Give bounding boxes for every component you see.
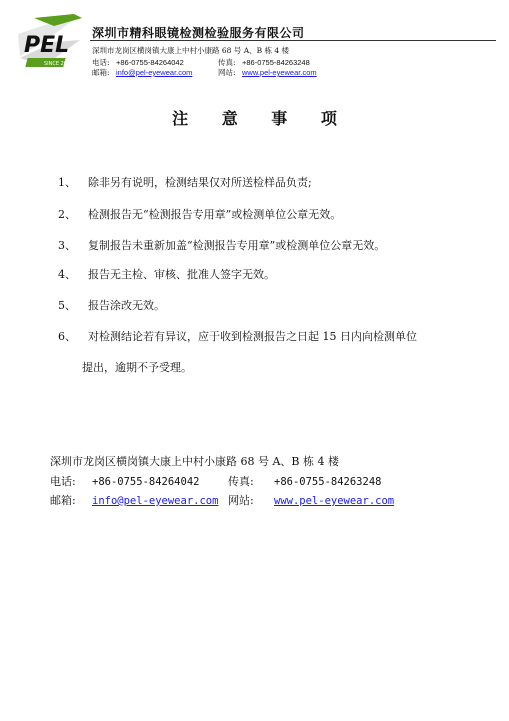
note-text: 对检测结论若有异议，应于收到检测报告之日起 15 日内向检测单位 (88, 330, 417, 343)
note-text: 除非另有说明，检测结果仅对所送检样品负责; (88, 176, 312, 189)
footer-tel-label: 电话: (50, 475, 76, 488)
footer-contact-row-1 (50, 473, 381, 489)
note-text: 报告无主检、审核、批准人签字无效。 (88, 268, 275, 281)
company-name: 深圳市精科眼镜检测检验服务有限公司 (92, 26, 305, 40)
footer-fax-label: 传真: (228, 475, 254, 488)
note-item (58, 174, 312, 190)
header-email-label: 邮箱: (92, 68, 110, 77)
header-address: 深圳市龙岗区横岗镇大康上中村小康路 68 号 A、B 栋 4 楼 (92, 46, 290, 55)
logo-subtext: SINCE 2004 (44, 61, 74, 67)
note-text: 复制报告未重新加盖“检测报告专用章”或检测单位公章无效。 (88, 239, 386, 252)
note-item (58, 237, 385, 253)
footer-email-link[interactable]: info@pel-eyewear.com (92, 495, 219, 507)
note-item (58, 297, 165, 313)
header-tel-label: 电话: (92, 58, 110, 67)
logo-text: PEL (24, 33, 70, 58)
note-number: 6、 (58, 330, 76, 343)
note-item (58, 266, 275, 282)
header-fax-value: +86-0755-84263248 (242, 58, 310, 67)
note-number: 5、 (58, 299, 76, 312)
note-text: 报告涂改无效。 (88, 299, 165, 312)
note-continuation: 提出，逾期不予受理。 (82, 361, 192, 374)
header-divider (90, 40, 496, 41)
header-fax-label: 传真: (218, 58, 236, 67)
footer-email-label: 邮箱: (50, 494, 76, 507)
company-logo (14, 12, 86, 72)
footer-address: 深圳市龙岗区横岗镇大康上中村小康路 68 号 A、B 栋 4 楼 (50, 455, 340, 468)
note-number: 3、 (58, 239, 76, 252)
note-number: 1、 (58, 176, 76, 189)
note-number: 4、 (58, 268, 76, 281)
footer-tel-value: +86-0755-84264042 (92, 476, 200, 488)
footer-contact-row-2 (50, 492, 394, 508)
header-contact-row-2 (92, 67, 317, 78)
note-item (58, 206, 341, 222)
note-text: 检测报告无“检测报告专用章”或检测单位公章无效。 (88, 208, 342, 221)
footer-web-label: 网站: (228, 494, 254, 507)
footer-web-link[interactable]: www.pel-eyewear.com (274, 495, 395, 507)
header-web-label: 网站: (218, 68, 236, 77)
page-title: 注 意 事 项 (172, 109, 351, 128)
header-tel-value: +86-0755-84264042 (116, 58, 184, 67)
note-item (58, 328, 417, 344)
header-web-link[interactable]: www.pel-eyewear.com (242, 68, 317, 77)
note-number: 2、 (58, 208, 76, 221)
footer-fax-value: +86-0755-84263248 (274, 476, 382, 488)
header-email-link[interactable]: info@pel-eyewear.com (116, 68, 193, 77)
